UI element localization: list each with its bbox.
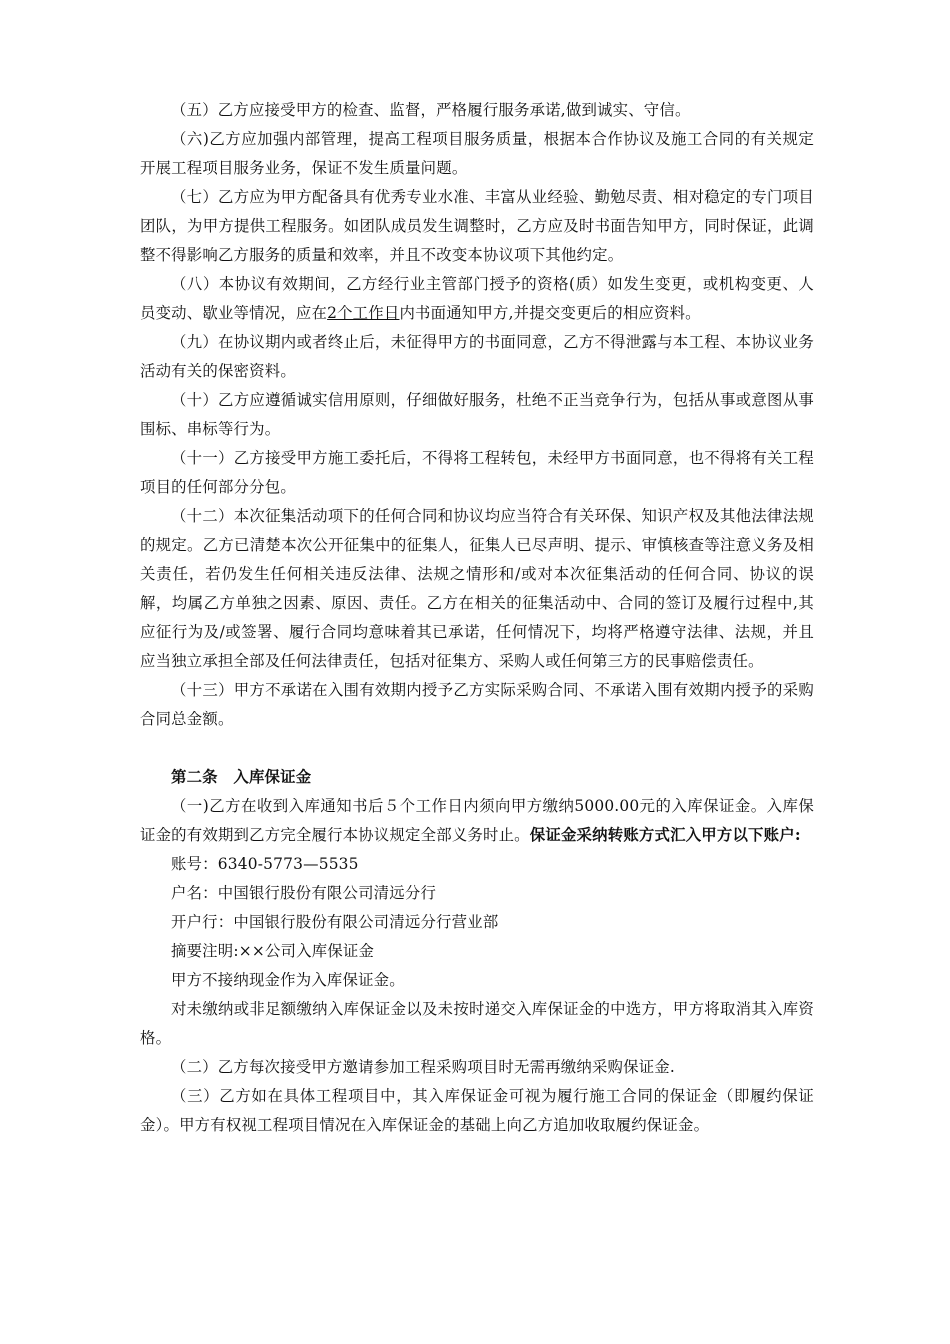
disqualification-note: 对未缴纳或非足额缴纳入库保证金以及未按时递交入库保证金的中选方，甲方将取消其入库资格。 bbox=[140, 1000, 814, 1047]
clause-6: （六)乙方应加强内部管理，提高工程项目服务质量，根据本合作协议及施工合同的有关规定开展工程项目服务业务，保证不发生质量问题。 bbox=[140, 130, 814, 177]
article-2-heading: 第二条 入库保证金 bbox=[171, 768, 312, 786]
bank-branch: 开户行：中国银行股份有限公司清远分行营业部 bbox=[171, 913, 499, 931]
no-cash-note: 甲方不接纳现金作为入库保证金。 bbox=[171, 971, 405, 989]
article-2-clause-2: （二）乙方每次接受甲方邀请参加工程采购项目时无需再缴纳采购保证金. bbox=[171, 1058, 675, 1076]
clause-12: （十二）本次征集活动项下的任何合同和协议均应当符合有关环保、知识产权及其他法律法规的规定。乙方已清楚本次公开征集中的征集人，征集人已尽声明、提示、审慎核查等注意义务及相关责任，若仍发生任何相关违反法律、法规之情形和/或对本次征集活动的任何合同、协议的误解，均属乙方单独之因素、原因、责任。乙方在相关的征集活动中、合同的签订及履行过程中,其应征行为及/或签署、履行合同均意味着其已承诺，任何情况下，均将严格遵守法律、法规，并且应当独立承担全部及任何法律责任，包括对征集方、采购人或任何第三方的民事赔偿责任。 bbox=[140, 507, 814, 670]
clause-5: （五）乙方应接受甲方的检查、监督，严格履行服务承诺,做到诚实、守信。 bbox=[171, 101, 691, 119]
clause-8-text-before: （八）本协议有效期间，乙方经行业主管部门授予的资格(质）如发生变更，或机构变更、人员变动、歇业等情况，应在 bbox=[140, 275, 814, 322]
clause-7: （七）乙方应为甲方配备具有优秀专业水准、丰富从业经验、勤勉尽责、相对稳定的专门项目团队，为甲方提供工程服务。如团队成员发生调整时，乙方应及时书面告知甲方，同时保证，此调整不得影响乙方服务的质量和效率，并且不改变本协议项下其他约定。 bbox=[140, 188, 814, 264]
clause-8 bbox=[140, 270, 814, 328]
account-number: 账号：6340-5773—5535 bbox=[171, 855, 359, 873]
article-2-clause-3: （三）乙方如在具体工程项目中，其入库保证金可视为履行施工合同的保证金（即履约保证金）。甲方有权视工程项目情况在入库保证金的基础上向乙方追加收取履约保证金。 bbox=[140, 1087, 814, 1134]
clause-8-text-after: 内书面通知甲方,并提交变更后的相应资料。 bbox=[399, 304, 701, 322]
payment-memo: 摘要注明:××公司入库保证金 bbox=[171, 942, 375, 960]
clause-9: （九）在协议期内或者终止后，未征得甲方的书面同意，乙方不得泄露与本工程、本协议业务活动有关的保密资料。 bbox=[140, 333, 814, 380]
clause-13: （十三）甲方不承诺在入围有效期内授予乙方实际采购合同、不承诺入围有效期内授予的采购合同总金额。 bbox=[140, 681, 814, 728]
article-2-clause-1 bbox=[140, 792, 814, 850]
clause-8-deadline: 2个工作日 bbox=[327, 304, 400, 322]
clause-10: （十）乙方应遵循诚实信用原则，仔细做好服务，杜绝不正当竞争行为，包括从事或意图从事围标、串标等行为。 bbox=[140, 391, 814, 438]
article-2-clause-1-text: （一)乙方在收到入库通知书后５个工作日内须向甲方缴纳5000.00元的入库保证金。入库保证金的有效期到乙方完全履行本协议规定全部义务时止。 bbox=[140, 797, 814, 844]
document-body bbox=[140, 96, 814, 1140]
article-2-clause-1-bold: 保证金采纳转账方式汇入甲方以下账户: bbox=[529, 826, 801, 844]
account-name: 户名：中国银行股份有限公司清远分行 bbox=[171, 884, 437, 902]
clause-11: （十一）乙方接受甲方施工委托后，不得将工程转包，未经甲方书面同意，也不得将有关工程项目的任何部分分包。 bbox=[140, 449, 814, 496]
